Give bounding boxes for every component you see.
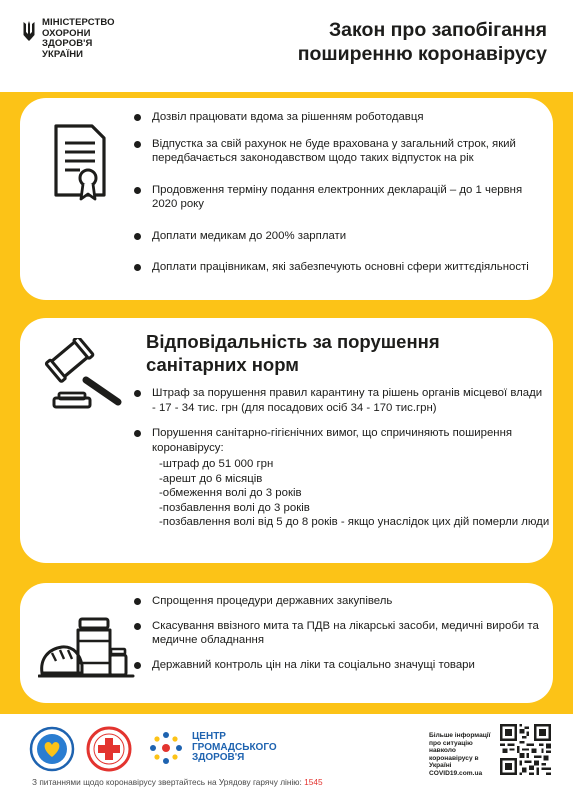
list-item-text: Порушення санітарно-гігієнічних вимог, що спричиняють поширення коронавірусу:: [152, 427, 513, 454]
groceries-icon: [38, 613, 138, 681]
partner-emblem-icon[interactable]: [29, 726, 75, 772]
list-item: Дозвіл працювати вдома за рішенням роботодавця: [134, 110, 539, 125]
red-cross-icon[interactable]: [86, 726, 132, 772]
card2-list: [134, 386, 550, 541]
card1-list: [134, 110, 539, 287]
card-sanitary-liability: [20, 318, 553, 563]
list-item: Продовження терміну подання електронних декларацій – до 1 червня 2020 року: [134, 183, 539, 212]
list-item: Доплати медикам до 200% зарплати: [134, 229, 539, 244]
footer: [0, 714, 573, 800]
list-item: [134, 426, 550, 530]
ministry-logo[interactable]: [22, 18, 115, 60]
card2-title: Відповідальність за порушення санітарних норм: [146, 331, 440, 375]
gavel-icon: [44, 338, 126, 412]
sub-list-item: -обмеження волі до 3 років: [159, 487, 302, 499]
certificate-document-icon: [50, 123, 110, 203]
public-health-center-name: ЦЕНТР ГРОМАДСЬКОГО ЗДОРОВ'Я: [192, 731, 277, 763]
list-item: Доплати працівникам, які забезпечують основні сфери життєдіяльності: [134, 260, 539, 275]
list-item: Штраф за порушення правил карантину та рішень органів місцевої влади - 17 - 34 тис. грн (для посадових осіб 34 - 170 тис.грн): [134, 386, 544, 415]
hotline-text: З питаннями щодо коронавірусу звертайтесь на Урядову гарячу лінію: 1545: [32, 777, 323, 787]
card3-list: [134, 594, 544, 682]
card-procurement-measures: [20, 583, 553, 703]
card-employment-measures: [20, 98, 553, 300]
public-health-center-icon[interactable]: [146, 728, 186, 768]
sub-list-item: -позбавлення волі від 5 до 8 років - якщо унаслідок цих дій померли люди: [159, 516, 550, 528]
list-item: Скасування ввізного мита та ПДВ на лікарські засоби, медичні вироби та медичне обладнання: [134, 619, 544, 648]
list-item: Спрощення процедури державних закупівель: [134, 594, 544, 609]
info-text: Більше інформації про ситуацію навколо коронавірусу в Україні COVID19.com.ua: [429, 732, 491, 777]
list-item: Відпустка за свій рахунок не буде врахована у загальний строк, який передбачається законодавством щодо таких відпусток на рік: [134, 137, 539, 166]
sub-list-item: -штраф до 51 000 грн: [159, 458, 274, 470]
penalty-sublist: [152, 457, 562, 530]
ministry-name: МІНІСТЕРСТВО ОХОРОНИ ЗДОРОВ'Я УКРАЇНИ: [42, 17, 115, 60]
sub-list-item: -позбавлення волі до 3 років: [159, 501, 310, 514]
hotline-number[interactable]: 1545: [304, 777, 323, 787]
list-item: Державний контроль цін на ліки та соціально значущі товари: [134, 658, 544, 673]
page-title: Закон про запобігання поширенню коронавірусу: [297, 19, 547, 65]
trident-icon: [22, 20, 36, 42]
qr-code-icon[interactable]: [500, 724, 551, 775]
header: [0, 0, 573, 92]
sub-list-item: -арешт до 6 місяців: [159, 472, 263, 485]
